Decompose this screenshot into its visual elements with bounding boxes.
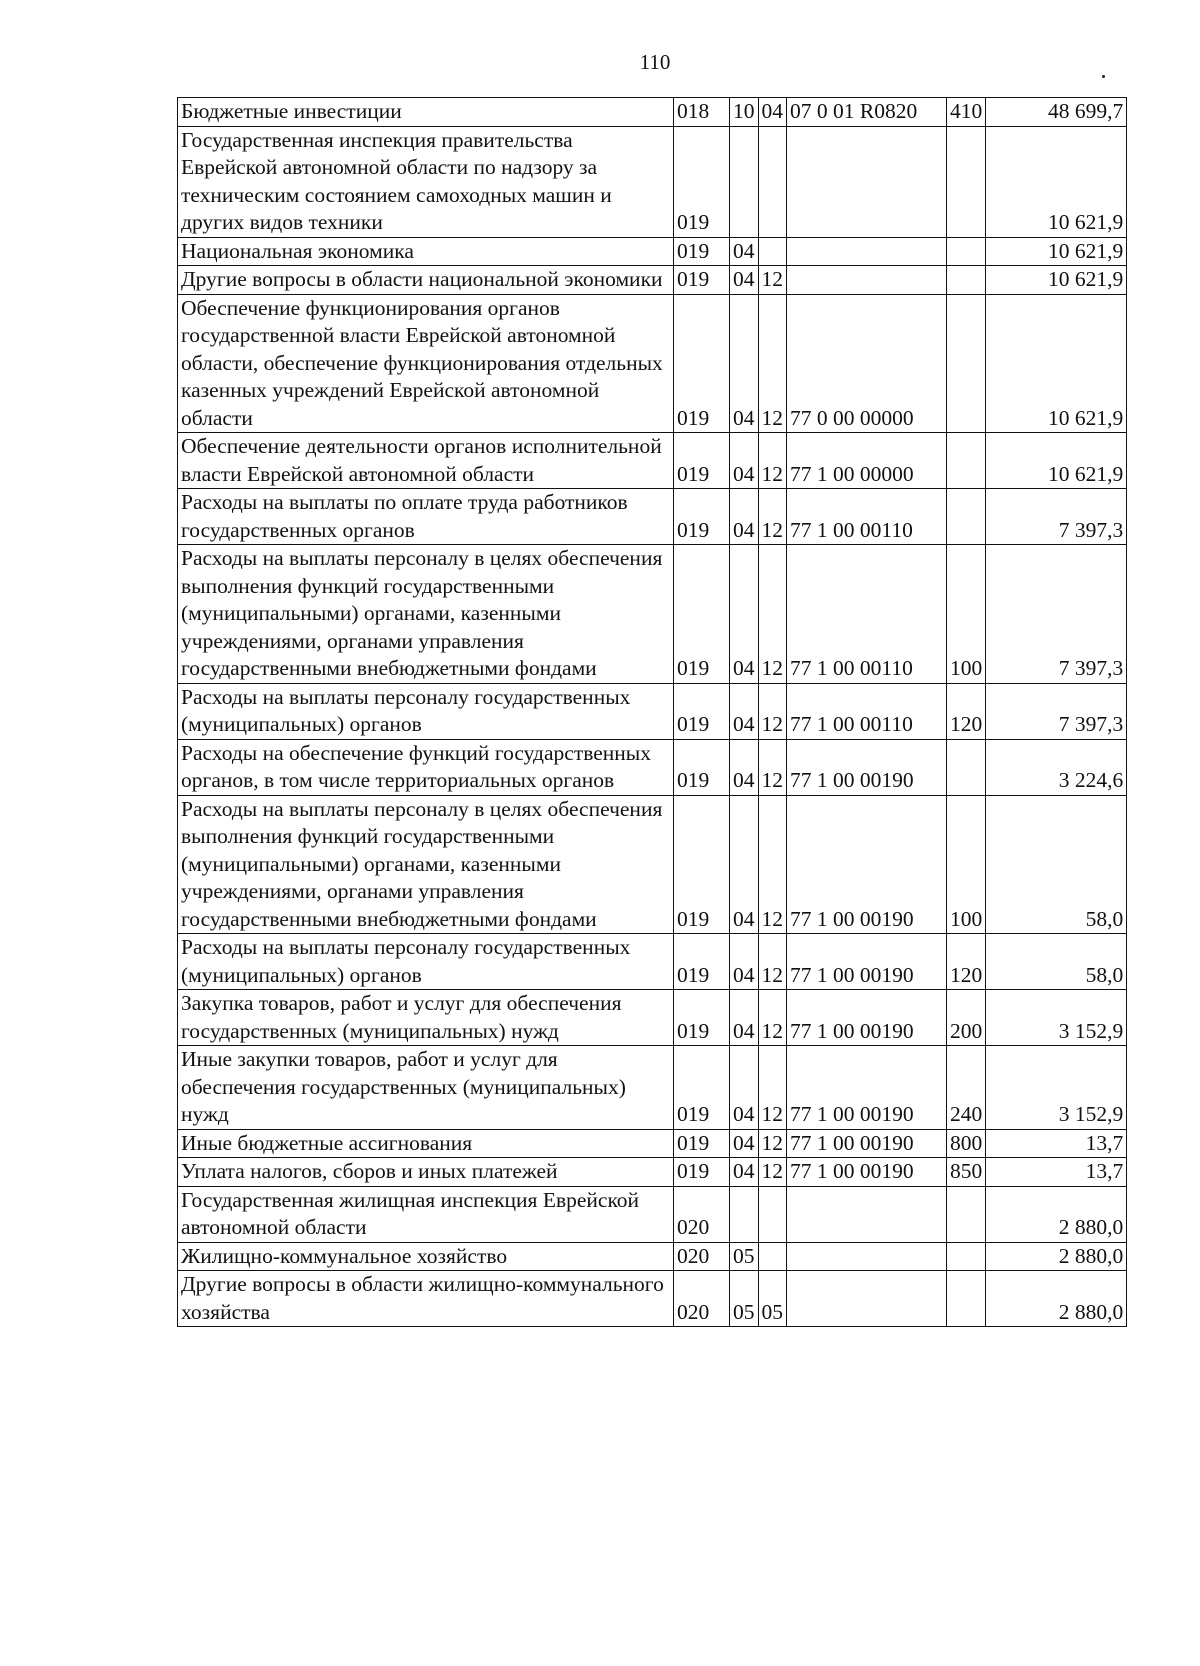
row-ved-code: 019 <box>674 266 730 295</box>
row-expense-type-code: 120 <box>947 934 986 990</box>
row-expense-type-code: 850 <box>947 1158 986 1187</box>
row-expense-type-code <box>947 294 986 433</box>
row-section-code: 04 <box>730 237 759 266</box>
row-ved-code: 020 <box>674 1186 730 1242</box>
row-amount: 10 621,9 <box>986 294 1127 433</box>
row-amount: 13,7 <box>986 1129 1127 1158</box>
row-name: Закупка товаров, работ и услуг для обеспечения государственных (муниципальных) нужд <box>178 990 674 1046</box>
row-amount: 10 621,9 <box>986 126 1127 237</box>
row-ved-code: 019 <box>674 237 730 266</box>
row-ved-code: 019 <box>674 739 730 795</box>
row-amount: 7 397,3 <box>986 489 1127 545</box>
row-section-code: 04 <box>730 294 759 433</box>
table-row <box>178 990 1127 1046</box>
row-target-article-code: 77 1 00 00190 <box>787 990 947 1046</box>
row-name: Другие вопросы в области национальной экономики <box>178 266 674 295</box>
row-name: Государственная жилищная инспекция Еврейской автономной области <box>178 1186 674 1242</box>
row-section-code: 04 <box>730 934 759 990</box>
row-name: Обеспечение деятельности органов исполнительной власти Еврейской автономной области <box>178 433 674 489</box>
row-subsection-code: 12 <box>758 294 787 433</box>
row-name: Расходы на обеспечение функций государственных органов, в том числе территориальных органов <box>178 739 674 795</box>
row-amount: 13,7 <box>986 1158 1127 1187</box>
row-target-article-code: 77 1 00 00190 <box>787 739 947 795</box>
row-amount: 3 152,9 <box>986 990 1127 1046</box>
row-amount: 2 880,0 <box>986 1242 1127 1271</box>
corner-mark <box>1102 75 1105 78</box>
row-name: Иные бюджетные ассигнования <box>178 1129 674 1158</box>
row-subsection-code: 12 <box>758 433 787 489</box>
row-subsection-code: 12 <box>758 266 787 295</box>
row-subsection-code <box>758 237 787 266</box>
row-subsection-code: 12 <box>758 990 787 1046</box>
row-expense-type-code <box>947 489 986 545</box>
row-subsection-code: 12 <box>758 545 787 684</box>
table-row <box>178 266 1127 295</box>
row-expense-type-code <box>947 433 986 489</box>
row-subsection-code: 12 <box>758 683 787 739</box>
row-subsection-code: 12 <box>758 795 787 934</box>
table-row <box>178 237 1127 266</box>
row-ved-code: 019 <box>674 1129 730 1158</box>
row-target-article-code: 77 1 00 00110 <box>787 683 947 739</box>
row-subsection-code <box>758 1186 787 1242</box>
row-ved-code: 020 <box>674 1271 730 1327</box>
row-ved-code: 018 <box>674 98 730 127</box>
row-target-article-code: 07 0 01 R0820 <box>787 98 947 127</box>
row-expense-type-code: 240 <box>947 1046 986 1130</box>
table-row <box>178 294 1127 433</box>
row-ved-code: 019 <box>674 795 730 934</box>
row-ved-code: 019 <box>674 545 730 684</box>
row-ved-code: 019 <box>674 990 730 1046</box>
row-name: Обеспечение функционирования органов государственной власти Еврейской автономной области, обеспечение функционирования отдельных казенных учреждений Еврейской автономной области <box>178 294 674 433</box>
row-amount: 58,0 <box>986 934 1127 990</box>
row-ved-code: 019 <box>674 126 730 237</box>
table-row <box>178 1271 1127 1327</box>
row-target-article-code: 77 1 00 00190 <box>787 1129 947 1158</box>
row-amount: 48 699,7 <box>986 98 1127 127</box>
row-section-code <box>730 126 759 237</box>
table-row <box>178 126 1127 237</box>
row-target-article-code <box>787 1271 947 1327</box>
row-subsection-code: 12 <box>758 489 787 545</box>
row-expense-type-code: 200 <box>947 990 986 1046</box>
row-expense-type-code <box>947 126 986 237</box>
row-expense-type-code: 410 <box>947 98 986 127</box>
row-section-code: 04 <box>730 266 759 295</box>
row-target-article-code <box>787 1186 947 1242</box>
row-expense-type-code: 100 <box>947 545 986 684</box>
row-target-article-code <box>787 237 947 266</box>
row-name: Национальная экономика <box>178 237 674 266</box>
row-expense-type-code <box>947 1271 986 1327</box>
row-target-article-code: 77 1 00 00190 <box>787 934 947 990</box>
row-amount: 7 397,3 <box>986 545 1127 684</box>
row-name: Другие вопросы в области жилищно-коммунального хозяйства <box>178 1271 674 1327</box>
row-target-article-code: 77 1 00 00190 <box>787 1046 947 1130</box>
row-name: Расходы на выплаты персоналу в целях обеспечения выполнения функций государственными (муниципальными) органами, казенными учреждениями, органами управления государственными внебюджетными фондами <box>178 795 674 934</box>
row-target-article-code: 77 1 00 00110 <box>787 545 947 684</box>
row-amount: 2 880,0 <box>986 1186 1127 1242</box>
row-name: Иные закупки товаров, работ и услуг для обеспечения государственных (муниципальных) нужд <box>178 1046 674 1130</box>
row-section-code: 04 <box>730 739 759 795</box>
row-name: Расходы на выплаты персоналу государственных (муниципальных) органов <box>178 934 674 990</box>
row-amount: 10 621,9 <box>986 237 1127 266</box>
row-name: Уплата налогов, сборов и иных платежей <box>178 1158 674 1187</box>
table-row <box>178 1129 1127 1158</box>
table-row <box>178 433 1127 489</box>
row-subsection-code: 12 <box>758 1046 787 1130</box>
row-expense-type-code <box>947 1242 986 1271</box>
row-amount: 10 621,9 <box>986 266 1127 295</box>
row-section-code: 04 <box>730 1158 759 1187</box>
row-subsection-code: 12 <box>758 1129 787 1158</box>
row-amount: 7 397,3 <box>986 683 1127 739</box>
table-row <box>178 683 1127 739</box>
row-amount: 10 621,9 <box>986 433 1127 489</box>
row-section-code: 04 <box>730 1046 759 1130</box>
row-subsection-code: 12 <box>758 1158 787 1187</box>
table-row <box>178 934 1127 990</box>
row-expense-type-code: 800 <box>947 1129 986 1158</box>
table-row <box>178 1186 1127 1242</box>
row-section-code: 04 <box>730 489 759 545</box>
row-ved-code: 019 <box>674 683 730 739</box>
page-number: 110 <box>639 50 671 74</box>
row-expense-type-code: 100 <box>947 795 986 934</box>
row-section-code: 04 <box>730 795 759 934</box>
row-section-code <box>730 1186 759 1242</box>
row-ved-code: 019 <box>674 1046 730 1130</box>
row-name: Расходы на выплаты персоналу в целях обеспечения выполнения функций государственными (муниципальными) органами, казенными учреждениями, органами управления государственными внебюджетными фондами <box>178 545 674 684</box>
row-section-code: 04 <box>730 1129 759 1158</box>
row-ved-code: 019 <box>674 433 730 489</box>
row-amount: 58,0 <box>986 795 1127 934</box>
row-name: Жилищно-коммунальное хозяйство <box>178 1242 674 1271</box>
row-ved-code: 019 <box>674 294 730 433</box>
row-subsection-code: 04 <box>758 98 787 127</box>
row-section-code: 04 <box>730 683 759 739</box>
row-subsection-code: 12 <box>758 934 787 990</box>
row-target-article-code: 77 1 00 00190 <box>787 1158 947 1187</box>
row-name: Бюджетные инвестиции <box>178 98 674 127</box>
row-name: Расходы на выплаты персоналу государственных (муниципальных) органов <box>178 683 674 739</box>
row-ved-code: 019 <box>674 934 730 990</box>
table-row <box>178 739 1127 795</box>
row-target-article-code: 77 1 00 00190 <box>787 795 947 934</box>
row-expense-type-code <box>947 237 986 266</box>
row-section-code: 05 <box>730 1271 759 1327</box>
row-name: Государственная инспекция правительства Еврейской автономной области по надзору за техническим состоянием самоходных машин и других видов техники <box>178 126 674 237</box>
table-row <box>178 489 1127 545</box>
row-section-code: 10 <box>730 98 759 127</box>
table-row <box>178 545 1127 684</box>
table-row <box>178 98 1127 127</box>
row-target-article-code: 77 0 00 00000 <box>787 294 947 433</box>
row-subsection-code: 05 <box>758 1271 787 1327</box>
row-target-article-code: 77 1 00 00110 <box>787 489 947 545</box>
row-section-code: 04 <box>730 433 759 489</box>
row-expense-type-code <box>947 1186 986 1242</box>
row-subsection-code <box>758 1242 787 1271</box>
table-row <box>178 1046 1127 1130</box>
table-row <box>178 1158 1127 1187</box>
row-section-code: 04 <box>730 545 759 684</box>
row-subsection-code: 12 <box>758 739 787 795</box>
budget-table-body <box>178 98 1127 1327</box>
row-ved-code: 020 <box>674 1242 730 1271</box>
row-target-article-code <box>787 126 947 237</box>
budget-table <box>177 97 1127 1327</box>
row-target-article-code <box>787 266 947 295</box>
row-expense-type-code <box>947 266 986 295</box>
row-section-code: 04 <box>730 990 759 1046</box>
row-amount: 2 880,0 <box>986 1271 1127 1327</box>
table-row <box>178 1242 1127 1271</box>
row-section-code: 05 <box>730 1242 759 1271</box>
row-expense-type-code <box>947 739 986 795</box>
row-expense-type-code: 120 <box>947 683 986 739</box>
row-amount: 3 224,6 <box>986 739 1127 795</box>
row-subsection-code <box>758 126 787 237</box>
row-amount: 3 152,9 <box>986 1046 1127 1130</box>
row-ved-code: 019 <box>674 1158 730 1187</box>
row-ved-code: 019 <box>674 489 730 545</box>
row-name: Расходы на выплаты по оплате труда работников государственных органов <box>178 489 674 545</box>
table-row <box>178 795 1127 934</box>
row-target-article-code <box>787 1242 947 1271</box>
row-target-article-code: 77 1 00 00000 <box>787 433 947 489</box>
